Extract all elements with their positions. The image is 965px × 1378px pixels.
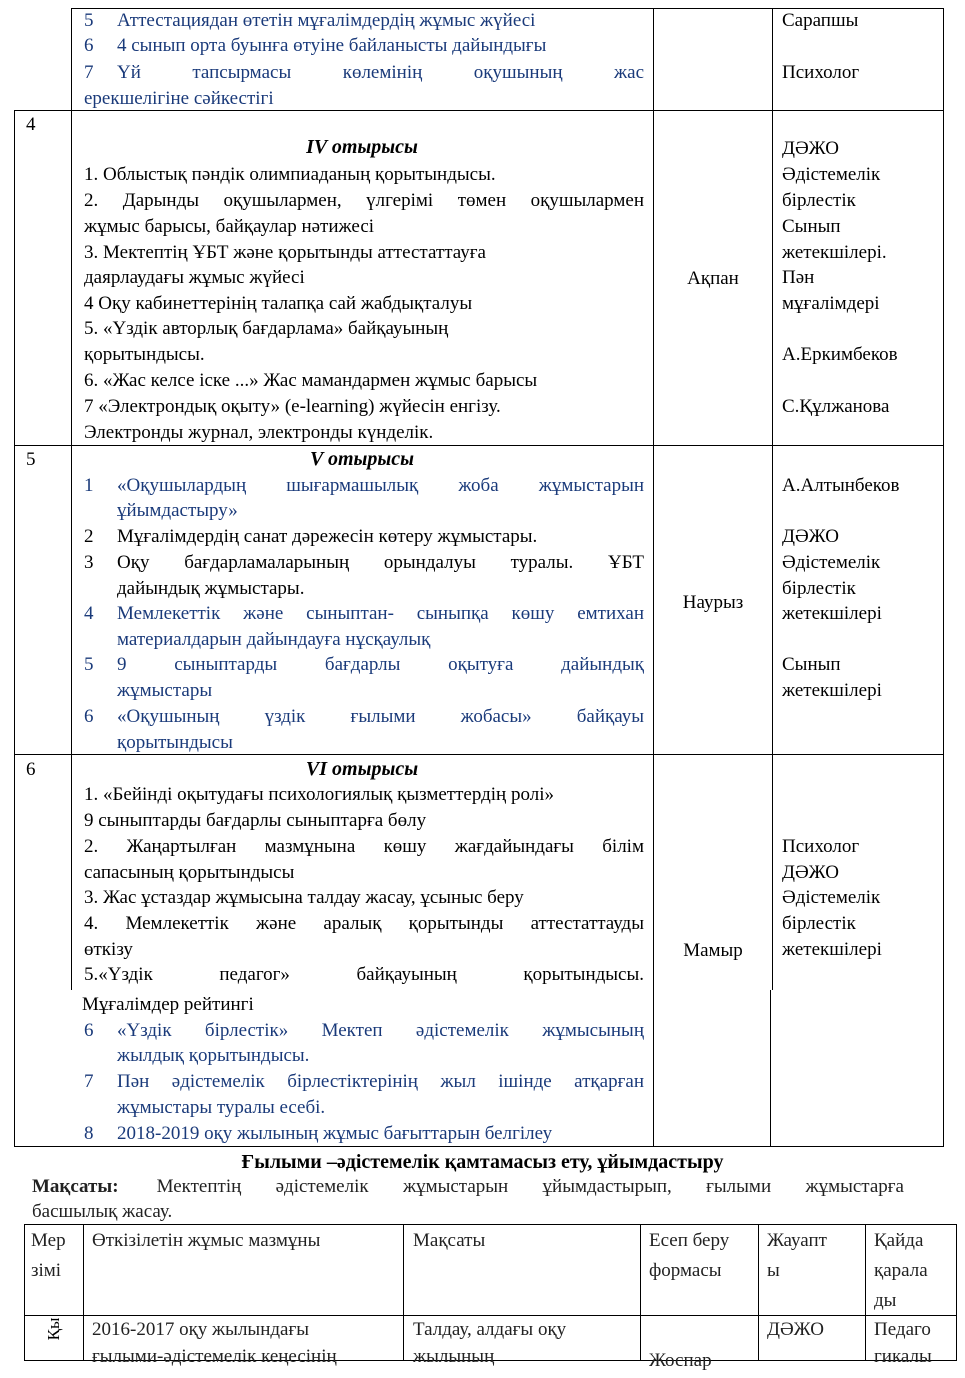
responsible: Сынып [782, 654, 841, 675]
list-item: 7 Пән әдістемелік бірлестіктерінің жыл ішінде атқарған [84, 1071, 644, 1092]
col-header-goal: Мақсаты [413, 1230, 486, 1251]
month: Мамыр [683, 940, 743, 961]
content-cell: 2016-2017 оқу жылындағы ғылыми-әдістемелік кеңесінің [92, 1319, 337, 1367]
responsible: Әдістемелік [782, 552, 881, 573]
row-number: 5 [26, 449, 36, 470]
month: Наурыз [682, 592, 744, 613]
list-item: 2 Мұғалімдердің санат дәрежесін көтеру жұмыстары. [84, 526, 538, 547]
list-item: 7 Үй тапсырмасы көлемінің оқушының жас [84, 62, 644, 83]
goal-cell: Талдау, алдағы оқу жылының [413, 1319, 567, 1367]
list-item-cont: ұйымдастыру» [117, 500, 238, 521]
responsible: Сарапшы [782, 10, 859, 31]
list-line: Электронды журнал, электронды күнделік. [84, 422, 434, 443]
responsible: жетекшілері. [782, 242, 887, 263]
list-line: 1. Облыстық пәндік олимпиаданың қорытындысы. [84, 164, 496, 185]
list-item: 8 2018-2019 оқу жылының жұмыс бағыттарын белгілеу [84, 1123, 553, 1144]
list-line: 7 «Электрондық оқыту» (e-learning) жүйесін енгізу. [84, 396, 501, 417]
responsible: Психолог [782, 62, 860, 83]
list-line: 3. Мектептің ҰБТ және қорытынды аттестаттауға [84, 242, 486, 263]
list-line: 2. Дарынды оқушылармен, үлгерімі төмен оқушылармен [84, 190, 644, 211]
list-line: 4. Мемлекеттік және аралық қорытынды аттестаттауды [84, 913, 644, 934]
responsible: бірлестік [782, 578, 856, 599]
form-cell: Жоспар [649, 1350, 712, 1371]
list-item-cont: жұмыстары [117, 680, 213, 701]
session-header: V отырысы [309, 448, 415, 470]
goal-label: Мақсаты: [32, 1176, 119, 1197]
responsible: мұғалімдері [782, 293, 880, 314]
list-line: 5.«Үздік педагог» байқауының қорытындысы. [84, 964, 644, 985]
responsible: А.Алтынбеков [782, 475, 900, 496]
list-line: жұмыс барысы, байқаулар нәтижесі [84, 216, 375, 237]
col-header-responsible: Жауапт ы [767, 1230, 827, 1281]
list-item: 4 Мемлекеттік және сыныптан- сыныпқа көшу емтихан [84, 603, 644, 624]
row-number: 4 [26, 114, 36, 135]
table2-row [0, 1316, 965, 1371]
list-line: 9 сыныптарды бағдарлы сыныптарға бөлу [84, 810, 427, 831]
responsible: Әдістемелік [782, 164, 881, 185]
list-item-cont: жылдық қорытындысы. [117, 1045, 310, 1066]
list-line: 1. «Бейінді оқытудағы психологиялық қызметтердің ролі» [84, 784, 554, 805]
section-title: Ғылыми –әдістемелік қамтамасыз ету, ұйымдастыру [241, 1151, 724, 1173]
goal-text: Мектептің әдістемелік жұмыстарын ұйымдастырып, ғылыми жұмыстарға [156, 1176, 904, 1197]
responsible: Әдістемелік [782, 887, 881, 908]
list-line: 3. Жас ұстаздар жұмысына талдау жасау, ұсыныс беру [84, 887, 524, 908]
responsible: ДӘЖО [782, 526, 839, 547]
responsible: ДӘЖО [782, 138, 839, 159]
row-number: 6 [26, 759, 36, 780]
list-item-cont: дайындық жұмыстары. [117, 578, 305, 599]
list-item-cont: жұмыстары туралы есебі. [117, 1097, 326, 1118]
list-item: 5 Аттестациядан өтетін мұғалімдердің жұмыс жүйесі [84, 10, 536, 31]
responsible: бірлестік [782, 190, 856, 211]
col-header-where: Қайда қарала ды [874, 1230, 928, 1311]
list-line: даярлаудағы жұмыс жүйесі [84, 267, 305, 288]
responsible: жетекшілері [782, 680, 882, 701]
list-item: 6 «Үздік бірлестік» Мектеп әдістемелік жұмысының [84, 1020, 644, 1041]
col-header-report-form: Есеп беру формасы [649, 1230, 730, 1281]
col-header-term: Мер зімі [31, 1230, 66, 1281]
responsible: Сынып [782, 216, 841, 237]
col-header-content: Өткізілетін жұмыс мазмұны [92, 1230, 321, 1251]
list-item-cont: қорытындысы [117, 732, 233, 753]
list-line: 6. «Жас келсе іске ...» Жас мамандармен жұмыс барысы [84, 370, 538, 391]
responsible: жетекшілері [782, 939, 882, 960]
term-vertical: Қы [44, 1317, 63, 1341]
list-line: сапасының қорытындысы [84, 862, 295, 883]
list-line: 4 Оқу кабинеттерінің талапқа сай жабдықталуы [84, 293, 473, 314]
list-item: 6 «Оқушының үздік ғылыми жобасы» байқауы [84, 706, 644, 727]
responsible: С.Құлжанова [782, 396, 890, 417]
month: Ақпан [687, 268, 739, 289]
list-item-cont: материалдарын дайындауға нұсқаулық [117, 629, 431, 650]
responsible: бірлестік [782, 913, 856, 934]
responsible-cell: ДӘЖО [767, 1319, 824, 1340]
list-item: 5 9 сыныптарды бағдарлы оқытуға дайындық [84, 654, 644, 675]
list-line: Мұғалімдер рейтингі [82, 994, 254, 1015]
session-header: IV отырысы [306, 136, 418, 158]
responsible: А.Еркимбеков [782, 344, 898, 365]
list-line: қорытындысы. [84, 344, 205, 365]
responsible: Пән [782, 267, 815, 288]
list-item: 6 4 сынып орта буынға өтуіне байланысты дайындығы [84, 35, 547, 56]
responsible: жетекшілері [782, 603, 882, 624]
list-line: 5. «Үздік авторлық бағдарлама» байқауының [84, 318, 449, 339]
responsible: ДӘЖО [782, 862, 839, 883]
where-cell: Педаго гикалы [874, 1319, 932, 1367]
responsible: Психолог [782, 836, 860, 857]
list-item: 3 Оқу бағдарламаларының орындалуы туралы. ҰБТ [84, 552, 644, 573]
goal-line [32, 1174, 904, 1200]
session-header: VI отырысы [305, 758, 419, 780]
list-line: өткізу [84, 939, 133, 960]
list-item: 1 «Оқушылардың шығармашылық жоба жұмыстарын [84, 475, 644, 496]
list-line: 2. Жаңартылған мазмұнына көшу жағдайындағы білім [84, 836, 644, 857]
goal-text-cont: басшылық жасау. [32, 1201, 173, 1222]
list-item-cont: ерекшелігіне сәйкестігі [84, 88, 274, 109]
